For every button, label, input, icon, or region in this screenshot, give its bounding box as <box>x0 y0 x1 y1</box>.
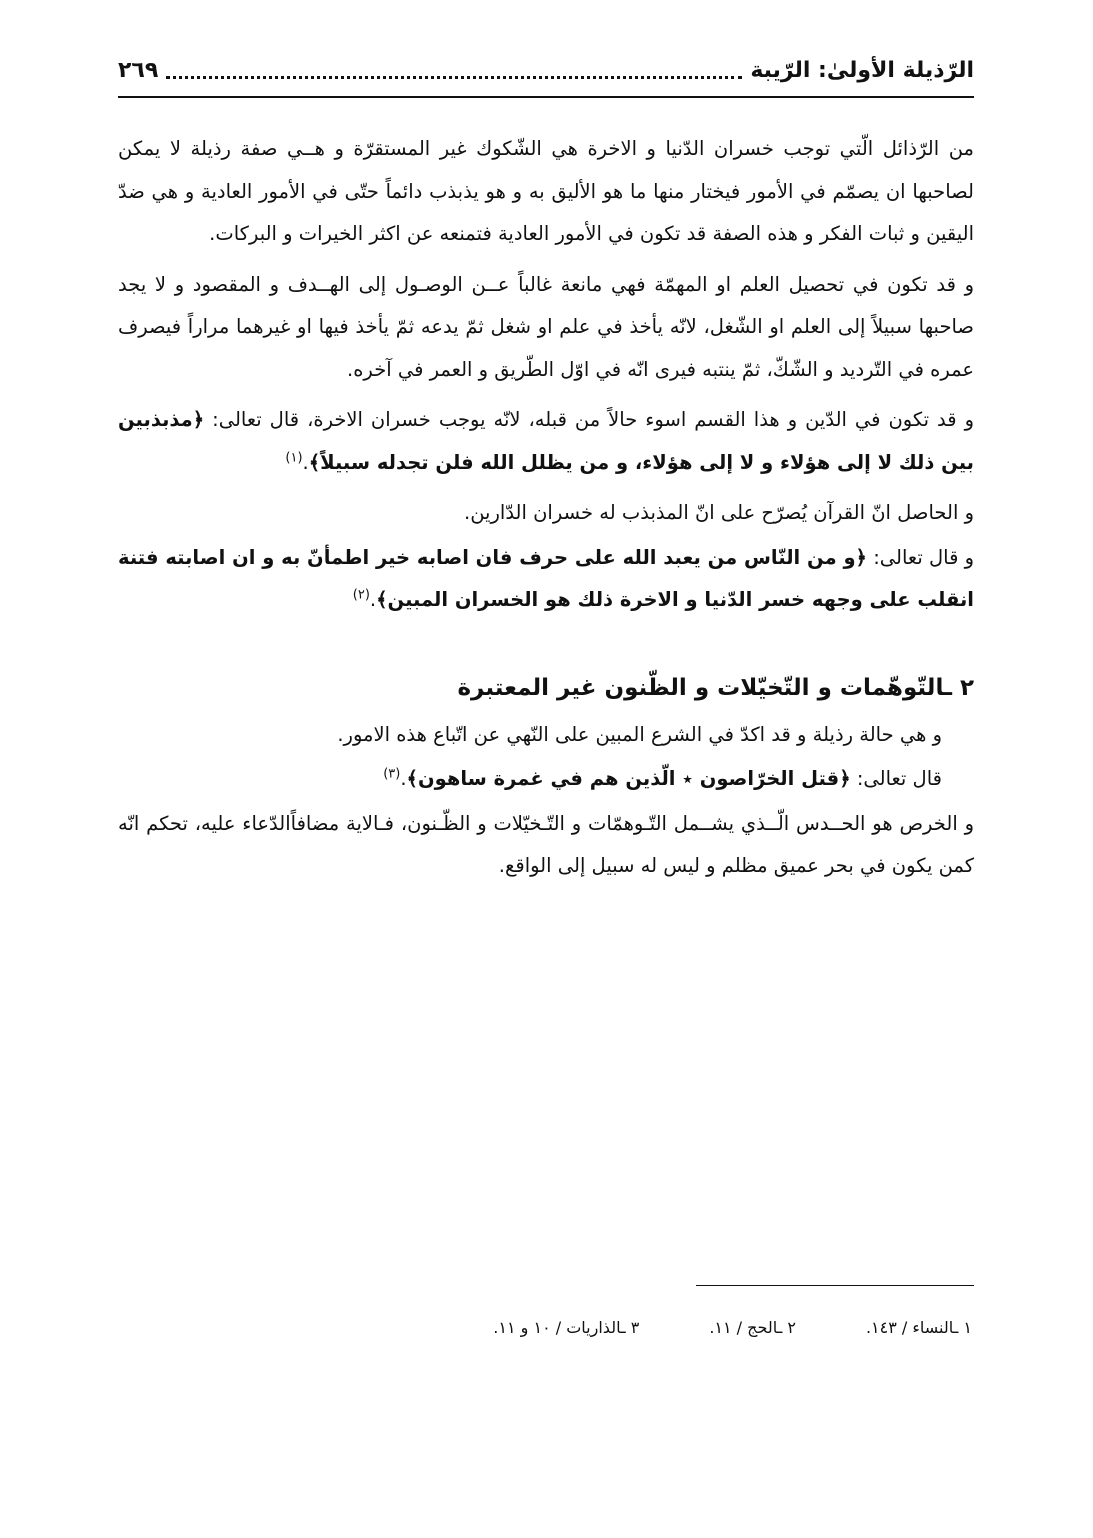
footnote-ref-1: (١) <box>285 450 303 465</box>
quran-quote-3: ﴿قتل الخرّاصون ٭ الّذين هم في غمرة ساهون﴾ <box>406 767 851 790</box>
footnote-ref-2: (٢) <box>352 587 370 603</box>
quran-quote-2: ﴿و من النّاس من يعبد الله على حرف فان اصابه خير اطمأنّ به و ان اصابته فتنة انقلب على وجهه خسر الدّنيا و الاخرة ذلك هو الخسران المبين﴾ <box>118 545 974 611</box>
footnote-ref-3: (٣) <box>383 766 401 782</box>
running-header <box>118 46 974 94</box>
paragraph-5: و قال تعالى: ﴿و من النّاس من يعبد الله على حرف فان اصابه خير اطمأنّ به و ان اصابته فتنة انقلب على وجهه خسر الدّنيا و الاخرة ذلك هو الخسران المبين﴾.$^{(٢)}$ <box>118 545 975 611</box>
paragraph-2: و قد تكون في تحصيل العلم او المهمّة فهي مانعة غالباً عــن الوصـول إلى الهــدف و المقصود و لا يجد صاحبها سبيلاً إلى العلم او الشّغل، لانّه يأخذ في علم او شغل ثمّ يدعه ثمّ يأخذ فيها او غيرهما مراراً فيصرف عمره في التّرديد و الشّكّ، ثمّ ينتبه فيرى انّه في اوّل الطّريق و العمر في آخره. <box>118 272 974 381</box>
footnote-2: ٢ ـالحج / ١١. <box>709 1318 796 1337</box>
section-paragraph-2: قال تعالى: ﴿قتل الخرّاصون ٭ الّذين هم في غمرة ساهون﴾.$^{(٣)}$ <box>383 766 942 790</box>
header-rule <box>118 96 974 98</box>
header-dot-leader <box>166 62 742 79</box>
section-paragraph-1: و هي حالة رذيلة و قد اكدّ في الشرع المبين على النّهي عن اتّباع هذه الامور. <box>337 722 942 746</box>
section-paragraph-3: و الخرص هو الحــدس الّــذي يشــمل التّـوهمّات و التّـخيّلات و الظّـنون، فـالاية مضافاًالدّعاء عليه، تحكم انّه كمن يكون في بحر عميق مظلم و ليس له سبيل إلى الواقع. <box>118 811 974 877</box>
quran-quote-1: ﴿مذبذبين بين ذلك لا إلى هؤلاء و لا إلى هؤلاء، و من يظلل الله فلن تجدله سبيلاً﴾ <box>118 408 974 474</box>
footnotes <box>118 1314 974 1342</box>
header-title: الرّذيلة الأولىٰ: الرّيبة <box>750 57 974 83</box>
footnote-rule <box>696 1285 974 1286</box>
page-body <box>118 128 974 896</box>
paragraph-3: و قد تكون في الدّين و هذا القسم اسوء حالاً من قبله، لانّه يوجب خسران الاخرة، قال تعالى: ﴿مذبذبين بين ذلك لا إلى هؤلاء و لا إلى هؤلاء، و من يظلل الله فلن تجدله سبيلاً﴾.$^{(١)}$ <box>118 408 974 474</box>
footnote-1: ١ ـالنساء / ١٤٣. <box>865 1318 972 1337</box>
paragraph-1: من الرّذائل الّتي توجب خسران الدّنيا و الاخرة هي الشّكوك غير المستقرّة و هــي صفة رذيلة لا يمكن لصاحبها ان يصمّم في الأمور فيختار منها ما هو الأليق به و هو يذبذب دائماً حتّى في الأمور العادية و هي ضدّ اليقين و ثبات الفكر و هذه الصفة قد تكون في الأمور العادية فتمنعه عن اكثر الخيرات و البركات. <box>118 137 974 245</box>
book-page <box>118 0 974 1538</box>
footnote-3: ٣ ـالذاريات / ١٠ و ١١. <box>493 1318 640 1337</box>
section-heading: ٢ ـالتّوهّمات و التّخيّلات و الظّنون غير المعتبرة <box>457 674 974 701</box>
page-number: ٢٦٩ <box>118 57 159 83</box>
paragraph-4: و الحاصل انّ القرآن يُصرّح على انّ المذبذب له خسران الدّارين. <box>464 501 974 524</box>
